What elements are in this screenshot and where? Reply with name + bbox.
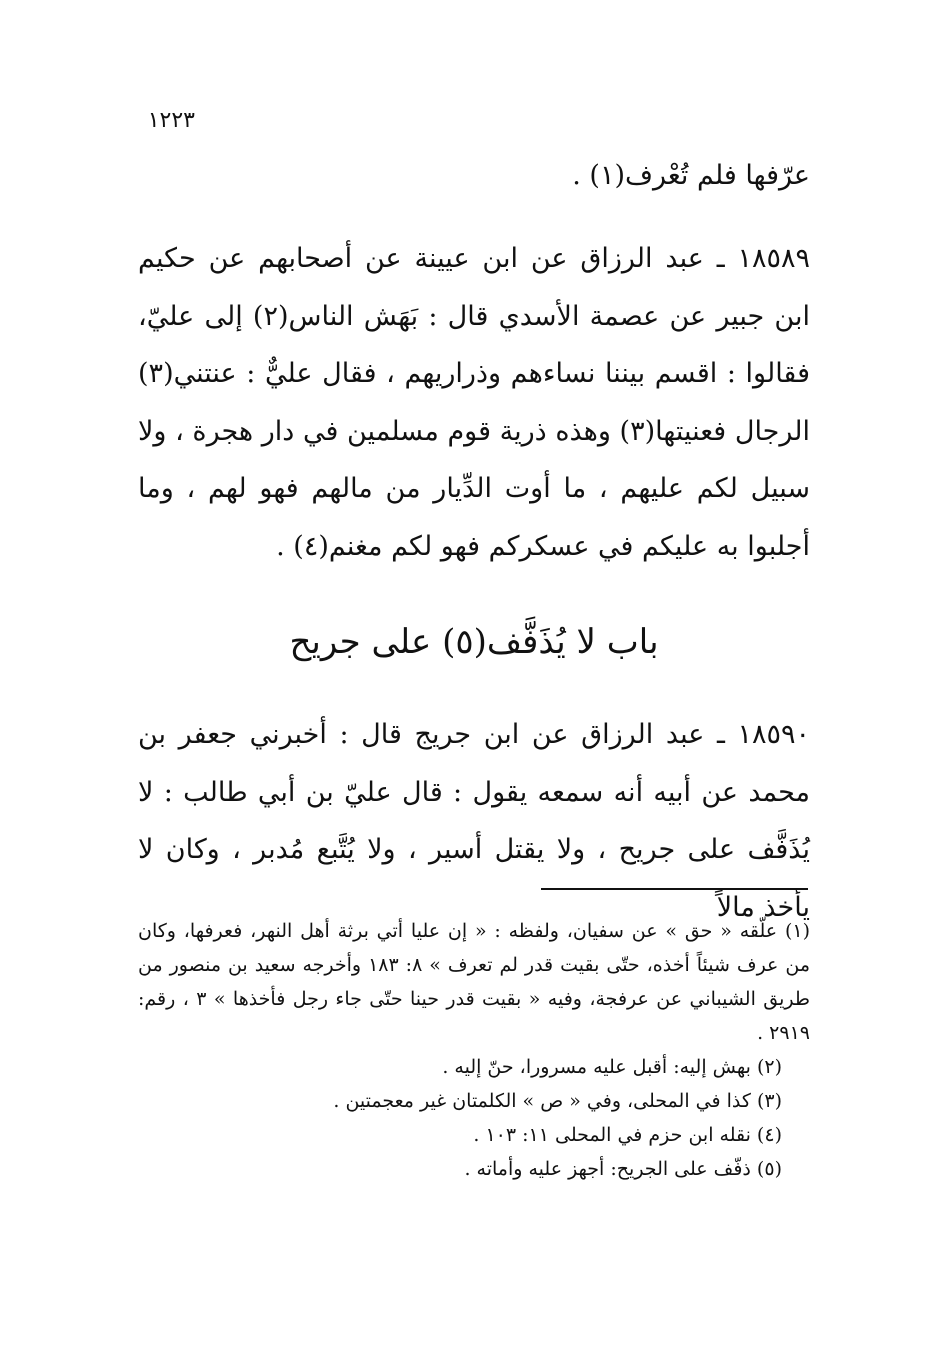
hadith-18590-text: ١٨٥٩٠ ـ عبد الرزاق عن ابن جريج قال : أخبرني جعفر بن محمد عن أبيه أنه سمعه يقول : قال عليّ بن أبي طالب : لا يُذَفَّف على جريح ، ولا يقتل أسير ، ولا يُتَّبع مُدبر ، وكان لا يأخذ مالاً bbox=[138, 719, 810, 923]
opening-text: عرّفها فلم تُعْرف(١) . bbox=[572, 160, 810, 191]
hadith-18589-text: ١٨٥٨٩ ـ عبد الرزاق عن ابن عيينة عن أصحابهم عن حكيم ابن جبير عن عصمة الأسدي قال : بَهَش الناس(٢) إلى عليّ، فقالوا : اقسم بيننا نساءهم وذراريهم ، فقال عليٌّ : عنتني(٣) الرجال فعنيتها(٣) وهذه ذرية قوم مسلمين في دار هجرة ، ولا سبيل لكم عليهم ، ما أوت الدِّيار من مالهم فهو لهم ، وما أجلبوا به عليكم في عسكركم فهو لكم مغنم(٤) . bbox=[138, 243, 810, 562]
opening-line bbox=[138, 160, 810, 191]
footnote-5: (٥) ذفّف على الجريح: أجهز عليه وأماته . bbox=[464, 1158, 782, 1180]
hadith-18590 bbox=[138, 706, 810, 936]
footnotes bbox=[138, 914, 810, 1186]
footnote-1: (١) علّقه « حق » عن سفيان، ولفظه : « إن عليا أتي برثة أهل النهر، فعرفها، وكان من عرف شيئاً أخذه، حتّى بقيت قدر لم تعرف » ٨: ١٨٣ وأخرجه سعيد بن منصور من طريق الشيباني عن عرفجة، وفيه « بقيت قدر حينا حتّى جاء رجل فأخذها » ٣ ، رقم: ٢٩١٩ . bbox=[138, 920, 811, 1044]
footnote-3: (٣) كذا في المحلى، وفي « ص » الكلمتان غير معجمتين . bbox=[333, 1090, 782, 1112]
footnote-separator bbox=[541, 888, 808, 890]
footnote-2: (٢) بهش إليه: أقبل عليه مسرورا، حنّ إليه . bbox=[442, 1056, 782, 1078]
hadith-18589 bbox=[138, 230, 810, 575]
section-heading: باب لا يُذَفَّف(٥) على جريح bbox=[289, 622, 659, 662]
footnote-4: (٤) نقله ابن حزم في المحلى ١١: ١٠٣ . bbox=[473, 1124, 782, 1146]
page-number: ١٢٢٣ bbox=[147, 108, 195, 133]
